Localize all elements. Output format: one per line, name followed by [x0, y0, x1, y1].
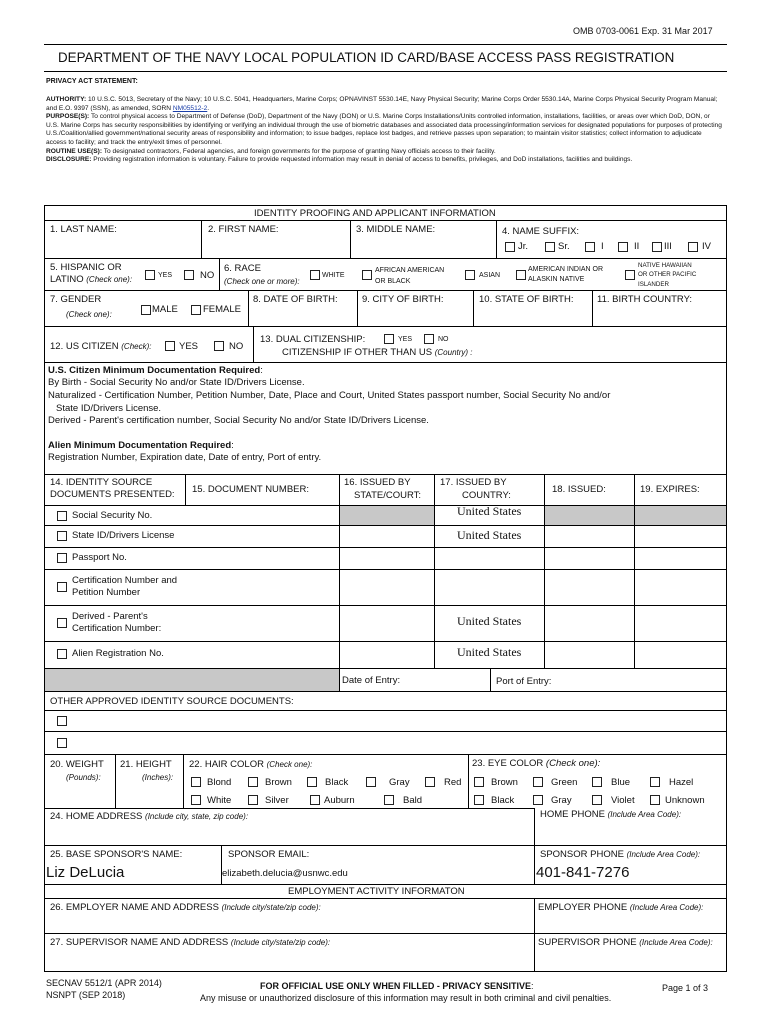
ssn-country-value: United States	[457, 504, 522, 518]
page-number: Page 1 of 3	[662, 983, 709, 993]
race-white-label: WHITE	[322, 272, 345, 279]
suffix-iii-checkbox[interactable]	[652, 242, 662, 252]
dual-yes-checkbox[interactable]	[384, 334, 394, 344]
race-label: 6. RACE	[224, 263, 261, 274]
state-of-birth-label: 10. STATE OF BIRTH:	[479, 294, 574, 305]
form-revision: NSNPT (SEP 2018)	[46, 990, 126, 1000]
us-citizen-label: 12. US CITIZEN	[50, 341, 122, 352]
issued-header: 18. ISSUED:	[552, 484, 606, 495]
home-address-label: 24. HOME ADDRESS	[50, 811, 146, 822]
doc-number-header: 15. DOCUMENT NUMBER:	[192, 484, 310, 495]
suffix-jr-label: Jr.	[518, 241, 529, 252]
hair-gray-checkbox[interactable]	[366, 777, 376, 787]
race-native-hawaiian-checkbox[interactable]	[625, 270, 635, 280]
race-asian-checkbox[interactable]	[465, 270, 475, 280]
suffix-sr-label: Sr.	[558, 241, 570, 252]
hair-silver-checkbox[interactable]	[248, 795, 258, 805]
hispanic-yes-label: YES	[158, 272, 173, 279]
doc-alien-reg-label: Alien Registration No.	[72, 648, 164, 659]
privacy-statement: AUTHORITY: 10 U.S.C. 5013, Secretary of the Navy; 10 U.S.C. 5041, Headquarters, Marine Corps; OPNAVINST 5530.14E, Navy Physical Security; Marine Corps Order 5530.14A, Marine Corps Physical Security Program Manual; and E.O. 9397 (SSN), as amended, SORN NM05512-2. PURPOSE(S): To control physical access to Department of Defense (DoD), Department of the Navy (DON) or U.S. Marine Corps Installations/Units controlled information, installations, facilities, or areas over which DoD, DON, or U.S. Marine Corps has security responsibilities by identifying or verifying an individual through the use of biometric databases and associated data processing/information services for designated populations for purposes of protecting U.S./Coalition/allied government/national security areas of responsibility and information; to issue badges, replace lost badges, and retrieve passes upon separation; to maintain visitor statistics; collect information to adjudicate access to facility; and track the entry/exit times of personnel. ROUTINE USE(S): To designated contractors, Federal agencies, and foreign governments for the purpose of granting Navy officials access to their facility. DISCLOSURE: Providing registration information is voluntary. Failure to provide requested information may result in denial of access to benefits, privileges, and DoD installations, facilities and buildings.	[46, 96, 722, 164]
suffix-ii-label: II	[634, 241, 640, 252]
dual-no-checkbox[interactable]	[424, 334, 434, 344]
name-suffix-label: 4. NAME SUFFIX:	[502, 226, 580, 237]
gender-female-label: FEMALE	[203, 304, 242, 315]
height-label: 21. HEIGHT	[120, 759, 172, 770]
supervisor-phone-label: SUPERVISOR PHONE	[538, 937, 640, 948]
hair-color-label: 22. HAIR COLOR	[189, 759, 267, 770]
sponsor-email-value: elizabeth.delucia@usnwc.edu	[222, 868, 348, 879]
city-of-birth-label: 9. CITY OF BIRTH:	[362, 294, 444, 305]
employer-label: 26. EMPLOYER NAME AND ADDRESS	[50, 902, 222, 913]
hair-black-checkbox[interactable]	[307, 777, 317, 787]
dob-label: 8. DATE OF BIRTH:	[253, 294, 338, 305]
doc-alien-reg-checkbox[interactable]	[57, 649, 67, 659]
race-african-american-checkbox[interactable]	[362, 270, 372, 280]
derived-country-value: United States	[457, 614, 522, 628]
page-title: DEPARTMENT OF THE NAVY LOCAL POPULATION ID CARD/BASE ACCESS PASS REGISTRATION	[58, 50, 675, 65]
us-citizen-no-checkbox[interactable]	[214, 341, 224, 351]
eye-color-label: 23. EYE COLOR	[472, 758, 546, 769]
hispanic-no-checkbox[interactable]	[184, 270, 194, 280]
date-of-entry-label: Date of Entry:	[342, 675, 401, 686]
doc-ssn-checkbox[interactable]	[57, 511, 67, 521]
us-citizen-no-label: NO	[229, 341, 244, 352]
doc-state-id-label: State ID/Drivers License	[72, 530, 175, 541]
dual-no-label: NO	[438, 336, 449, 343]
gender-hint: (Check one):	[66, 310, 112, 319]
weight-label: 20. WEIGHT	[50, 759, 104, 770]
sponsor-name-value: Liz DeLucia	[46, 864, 125, 881]
middle-name-label: 3. MIDDLE NAME:	[356, 224, 436, 235]
doc-state-id-checkbox[interactable]	[57, 531, 67, 541]
other-doc-1-checkbox[interactable]	[57, 716, 67, 726]
eye-brown-checkbox[interactable]	[474, 777, 484, 787]
suffix-ii-checkbox[interactable]	[618, 242, 628, 252]
birth-country-label: 11. BIRTH COUNTRY:	[597, 294, 693, 305]
hair-blond-checkbox[interactable]	[191, 777, 201, 787]
hair-auburn-checkbox[interactable]	[310, 795, 320, 805]
hispanic-no-label: NO	[200, 270, 215, 281]
hair-red-checkbox[interactable]	[425, 777, 435, 787]
sponsor-phone-label: SPONSOR PHONE	[540, 849, 627, 860]
us-citizen-yes-checkbox[interactable]	[165, 341, 175, 351]
gender-female-checkbox[interactable]	[191, 305, 201, 315]
gender-male-label: MALE	[152, 304, 178, 315]
privacy-heading: PRIVACY ACT STATEMENT:	[46, 78, 138, 85]
citizenship-other-label: CITIZENSHIP IF OTHER THAN US	[282, 347, 435, 358]
hair-brown-checkbox[interactable]	[248, 777, 258, 787]
suffix-sr-checkbox[interactable]	[545, 242, 555, 252]
expires-header: 19. EXPIRES:	[640, 484, 700, 495]
eye-violet-checkbox[interactable]	[592, 795, 602, 805]
sponsor-email-label: SPONSOR EMAIL:	[228, 849, 310, 860]
eye-hazel-checkbox[interactable]	[650, 777, 660, 787]
race-hint: (Check one or more):	[224, 277, 300, 286]
alien-doc-heading: Alien Minimum Documentation Required	[48, 440, 232, 451]
alien-country-value: United States	[457, 645, 522, 659]
other-docs-label: OTHER APPROVED IDENTITY SOURCE DOCUMENTS:	[50, 696, 294, 707]
eye-gray-checkbox[interactable]	[533, 795, 543, 805]
fouo-notice: FOR OFFICIAL USE ONLY WHEN FILLED - PRIVACY SENSITIVE	[260, 981, 532, 991]
suffix-iii-label: III	[664, 241, 672, 252]
form-number: SECNAV 5512/1 (APR 2014)	[46, 978, 162, 988]
inches-hint: (Inches):	[142, 773, 174, 782]
pounds-hint: (Pounds):	[66, 773, 101, 782]
latino-label: LATINO	[50, 274, 87, 285]
sponsor-name-label: 25. BASE SPONSOR'S NAME:	[50, 849, 183, 860]
other-doc-2-checkbox[interactable]	[57, 738, 67, 748]
misuse-warning: Any misuse or unauthorized disclosure of this information may result in both criminal and civil penalties.	[200, 993, 612, 1003]
employment-heading: EMPLOYMENT ACTIVITY INFORMATON	[288, 886, 465, 897]
suffix-iv-label: IV	[702, 241, 711, 252]
state-id-country-value: United States	[457, 528, 522, 542]
omb-number: OMB 0703-0061 Exp. 31 Mar 2017	[573, 26, 713, 36]
hair-white-checkbox[interactable]	[191, 795, 201, 805]
eye-blue-checkbox[interactable]	[592, 777, 602, 787]
race-white-checkbox[interactable]	[310, 270, 320, 280]
hair-bald-checkbox[interactable]	[384, 795, 394, 805]
us-doc-heading: U.S. Citizen Minimum Documentation Required	[48, 365, 261, 376]
hispanic-yes-checkbox[interactable]	[145, 270, 155, 280]
suffix-iv-checkbox[interactable]	[688, 242, 698, 252]
doc-passport-label: Passport No.	[72, 552, 127, 563]
suffix-jr-checkbox[interactable]	[505, 242, 515, 252]
sponsor-phone-value: 401-841-7276	[536, 864, 630, 881]
gender-male-checkbox[interactable]	[141, 305, 151, 315]
suffix-i-checkbox[interactable]	[585, 242, 595, 252]
doc-passport-checkbox[interactable]	[57, 553, 67, 563]
home-phone-label: HOME PHONE	[540, 809, 608, 820]
hispanic-label: 5. HISPANIC OR	[50, 262, 122, 273]
us-citizen-yes-label: YES	[179, 341, 199, 352]
doc-ssn-label: Social Security No.	[72, 510, 153, 521]
port-of-entry-label: Port of Entry:	[496, 676, 552, 687]
dual-citizenship-label: 13. DUAL CITIZENSHIP:	[260, 334, 366, 345]
race-american-indian-checkbox[interactable]	[516, 270, 526, 280]
last-name-label: 1. LAST NAME:	[50, 224, 117, 235]
employer-phone-label: EMPLOYER PHONE	[538, 902, 630, 913]
dual-yes-label: YES	[398, 336, 413, 343]
sorn-link[interactable]: NM05512-2	[172, 104, 208, 112]
eye-green-checkbox[interactable]	[533, 777, 543, 787]
race-asian-label: ASIAN	[479, 272, 501, 279]
suffix-i-label: I	[601, 241, 604, 252]
doc-certification-checkbox[interactable]	[57, 582, 67, 592]
eye-black-checkbox[interactable]	[474, 795, 484, 805]
supervisor-label: 27. SUPERVISOR NAME AND ADDRESS	[50, 937, 231, 948]
first-name-label: 2. FIRST NAME:	[208, 224, 279, 235]
eye-unknown-checkbox[interactable]	[650, 795, 660, 805]
identity-heading: IDENTITY PROOFING AND APPLICANT INFORMATION	[254, 208, 496, 219]
doc-derived-checkbox[interactable]	[57, 618, 67, 628]
gender-label: 7. GENDER	[50, 294, 102, 305]
